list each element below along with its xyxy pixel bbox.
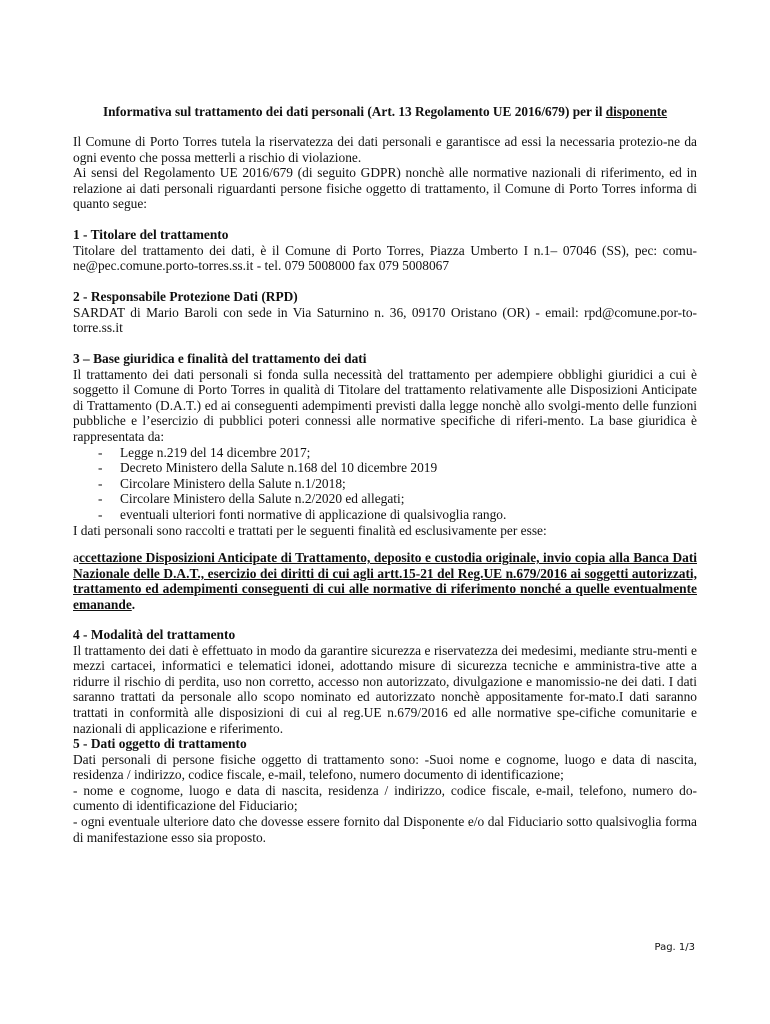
page-number: Pag. 1/3 xyxy=(654,942,695,953)
intro-paragraph-1: Il Comune di Porto Torres tutela la riservatezza dei dati personali e garantisce ad essi la necessaria protezio-ne da ogni evento che possa metterli a rischio di violazione. xyxy=(73,134,697,165)
purpose-text: ccettazione Disposizioni Anticipate di Trattamento, deposito e custodia originale, invio copia alla Banca Dati Nazionale delle D.A.T., esercizio dei diritti di cui agli artt.15-21 del Reg.UE n.679/2016 ai soggetti autorizzati, trattamento ed adempimenti conseguenti di cui alle normative di riferimento nonché a quelle eventualmente emanande xyxy=(73,550,697,612)
section-4-body: Il trattamento dei dati è effettuato in modo da garantire sicurezza e riservatezza dei medesimi, mediante stru-menti e mezzi cartacei, informatici e telematici idonei, adottando misure di sicurezza tecniche e amministra-tive atte a ridurre il rischio di perdita, uso non corretto, accesso non autorizzato, divulgazione e manomissio-ne dei dati. I dati saranno trattati da personale allo scopo nominato ed autorizzato nonchè appositamente for-mato.I dati saranno trattati in conformità alle disposizioni di cui al reg.UE n.679/2016 ed alle normative spe-cifiche comunitarie e nazionali di applicazione e riferimento. xyxy=(73,642,697,736)
list-item: - Circolare Ministero della Salute n.2/2020 ed allegati; xyxy=(73,491,697,507)
list-item: - eventuali ulteriori fonti normative di applicazione di qualsivoglia rango. xyxy=(73,507,697,523)
purpose-end: . xyxy=(131,596,136,612)
intro-paragraph-2: Ai sensi del Regolamento UE 2016/679 (di seguito GDPR) nonchè alle normative nazionali di riferimento, ed in relazione ai dati personali riguardanti persone fisiche oggetto di trattamento, il Comune di Porto Torres informa di quanto segue: xyxy=(73,165,697,212)
intro-section xyxy=(73,134,697,212)
section-2-body: SARDAT di Mario Baroli con sede in Via Saturnino n. 36, 09170 Oristano (OR) - email: rpd@comune.por-to-torre.ss.it xyxy=(73,304,697,336)
section-5 xyxy=(73,736,697,845)
section-2 xyxy=(73,289,697,336)
section-1 xyxy=(73,227,697,274)
section-3-heading: 3 – Base giuridica e finalità del trattamento dei dati xyxy=(73,351,367,366)
section-5-line-3: - ogni eventuale ulteriore dato che dovesse essere fornito dal Disponente e/o dal Fiduciario sotto qualsivoglia forma di manifestazione esso sia proposto. xyxy=(73,813,697,845)
section-1-heading: 1 - Titolare del trattamento xyxy=(73,227,229,242)
section-5-line-1: Dati personali di persone fisiche oggetto di trattamento sono: -Suoi nome e cognome, luogo e data di nascita, residenza / indirizzo, codice fiscale, e-mail, telefono, numero documento di identificazione; xyxy=(73,751,697,783)
list-item: - Legge n.219 del 14 dicembre 2017; xyxy=(73,445,697,461)
section-3-body: Il trattamento dei dati personali si fonda sulla necessità del trattamento per adempiere obblighi giuridici a cui è soggetto il Comune di Porto Torres in qualità di Titolare del trattamento relativamente alle Disposizioni Anticipate di Trattamento (D.A.T.) ed ai conseguenti adempimenti previsti dalla legge nonchè allo svolgi-mento delle funzioni pubbliche e l’esercizio di pubblici poteri connessi alle normative specifiche di riferi-mento. La base giuridica è rappresentata da: xyxy=(73,366,697,444)
title-underlined: disponente xyxy=(605,104,668,119)
legal-basis-list xyxy=(73,445,697,523)
section-5-heading: 5 - Dati oggetto di trattamento xyxy=(73,736,247,751)
purpose-prefix: a xyxy=(73,550,79,565)
section-3-after: I dati personali sono raccolti e trattati per le seguenti finalità ed esclusivamente per esse: xyxy=(73,522,547,538)
section-4 xyxy=(73,627,697,736)
list-item: - Decreto Ministero della Salute n.168 del 10 dicembre 2019 xyxy=(73,460,697,476)
section-2-heading: 2 - Responsabile Protezione Dati (RPD) xyxy=(73,289,298,304)
purpose-paragraph xyxy=(73,550,697,612)
document-title xyxy=(0,104,770,120)
list-item: - Circolare Ministero della Salute n.1/2018; xyxy=(73,476,697,492)
section-4-heading: 4 - Modalità del trattamento xyxy=(73,627,236,642)
title-text: Informativa sul trattamento dei dati personali (Art. 13 Regolamento UE 2016/679) per il xyxy=(102,104,606,119)
section-5-line-2: - nome e cognome, luogo e data di nascita, residenza / indirizzo, codice fiscale, e-mail, telefono, numero do-cumento di identificazione del Fiduciario; xyxy=(73,782,697,814)
section-3 xyxy=(73,351,697,538)
section-1-body: Titolare del trattamento dei dati, è il Comune di Porto Torres, Piazza Umberto I n.1– 07046 (SS), pec: comu-ne@pec.comune.porto-torres.ss.it - tel. 079 5008000 fax 079 5008067 xyxy=(73,242,697,274)
